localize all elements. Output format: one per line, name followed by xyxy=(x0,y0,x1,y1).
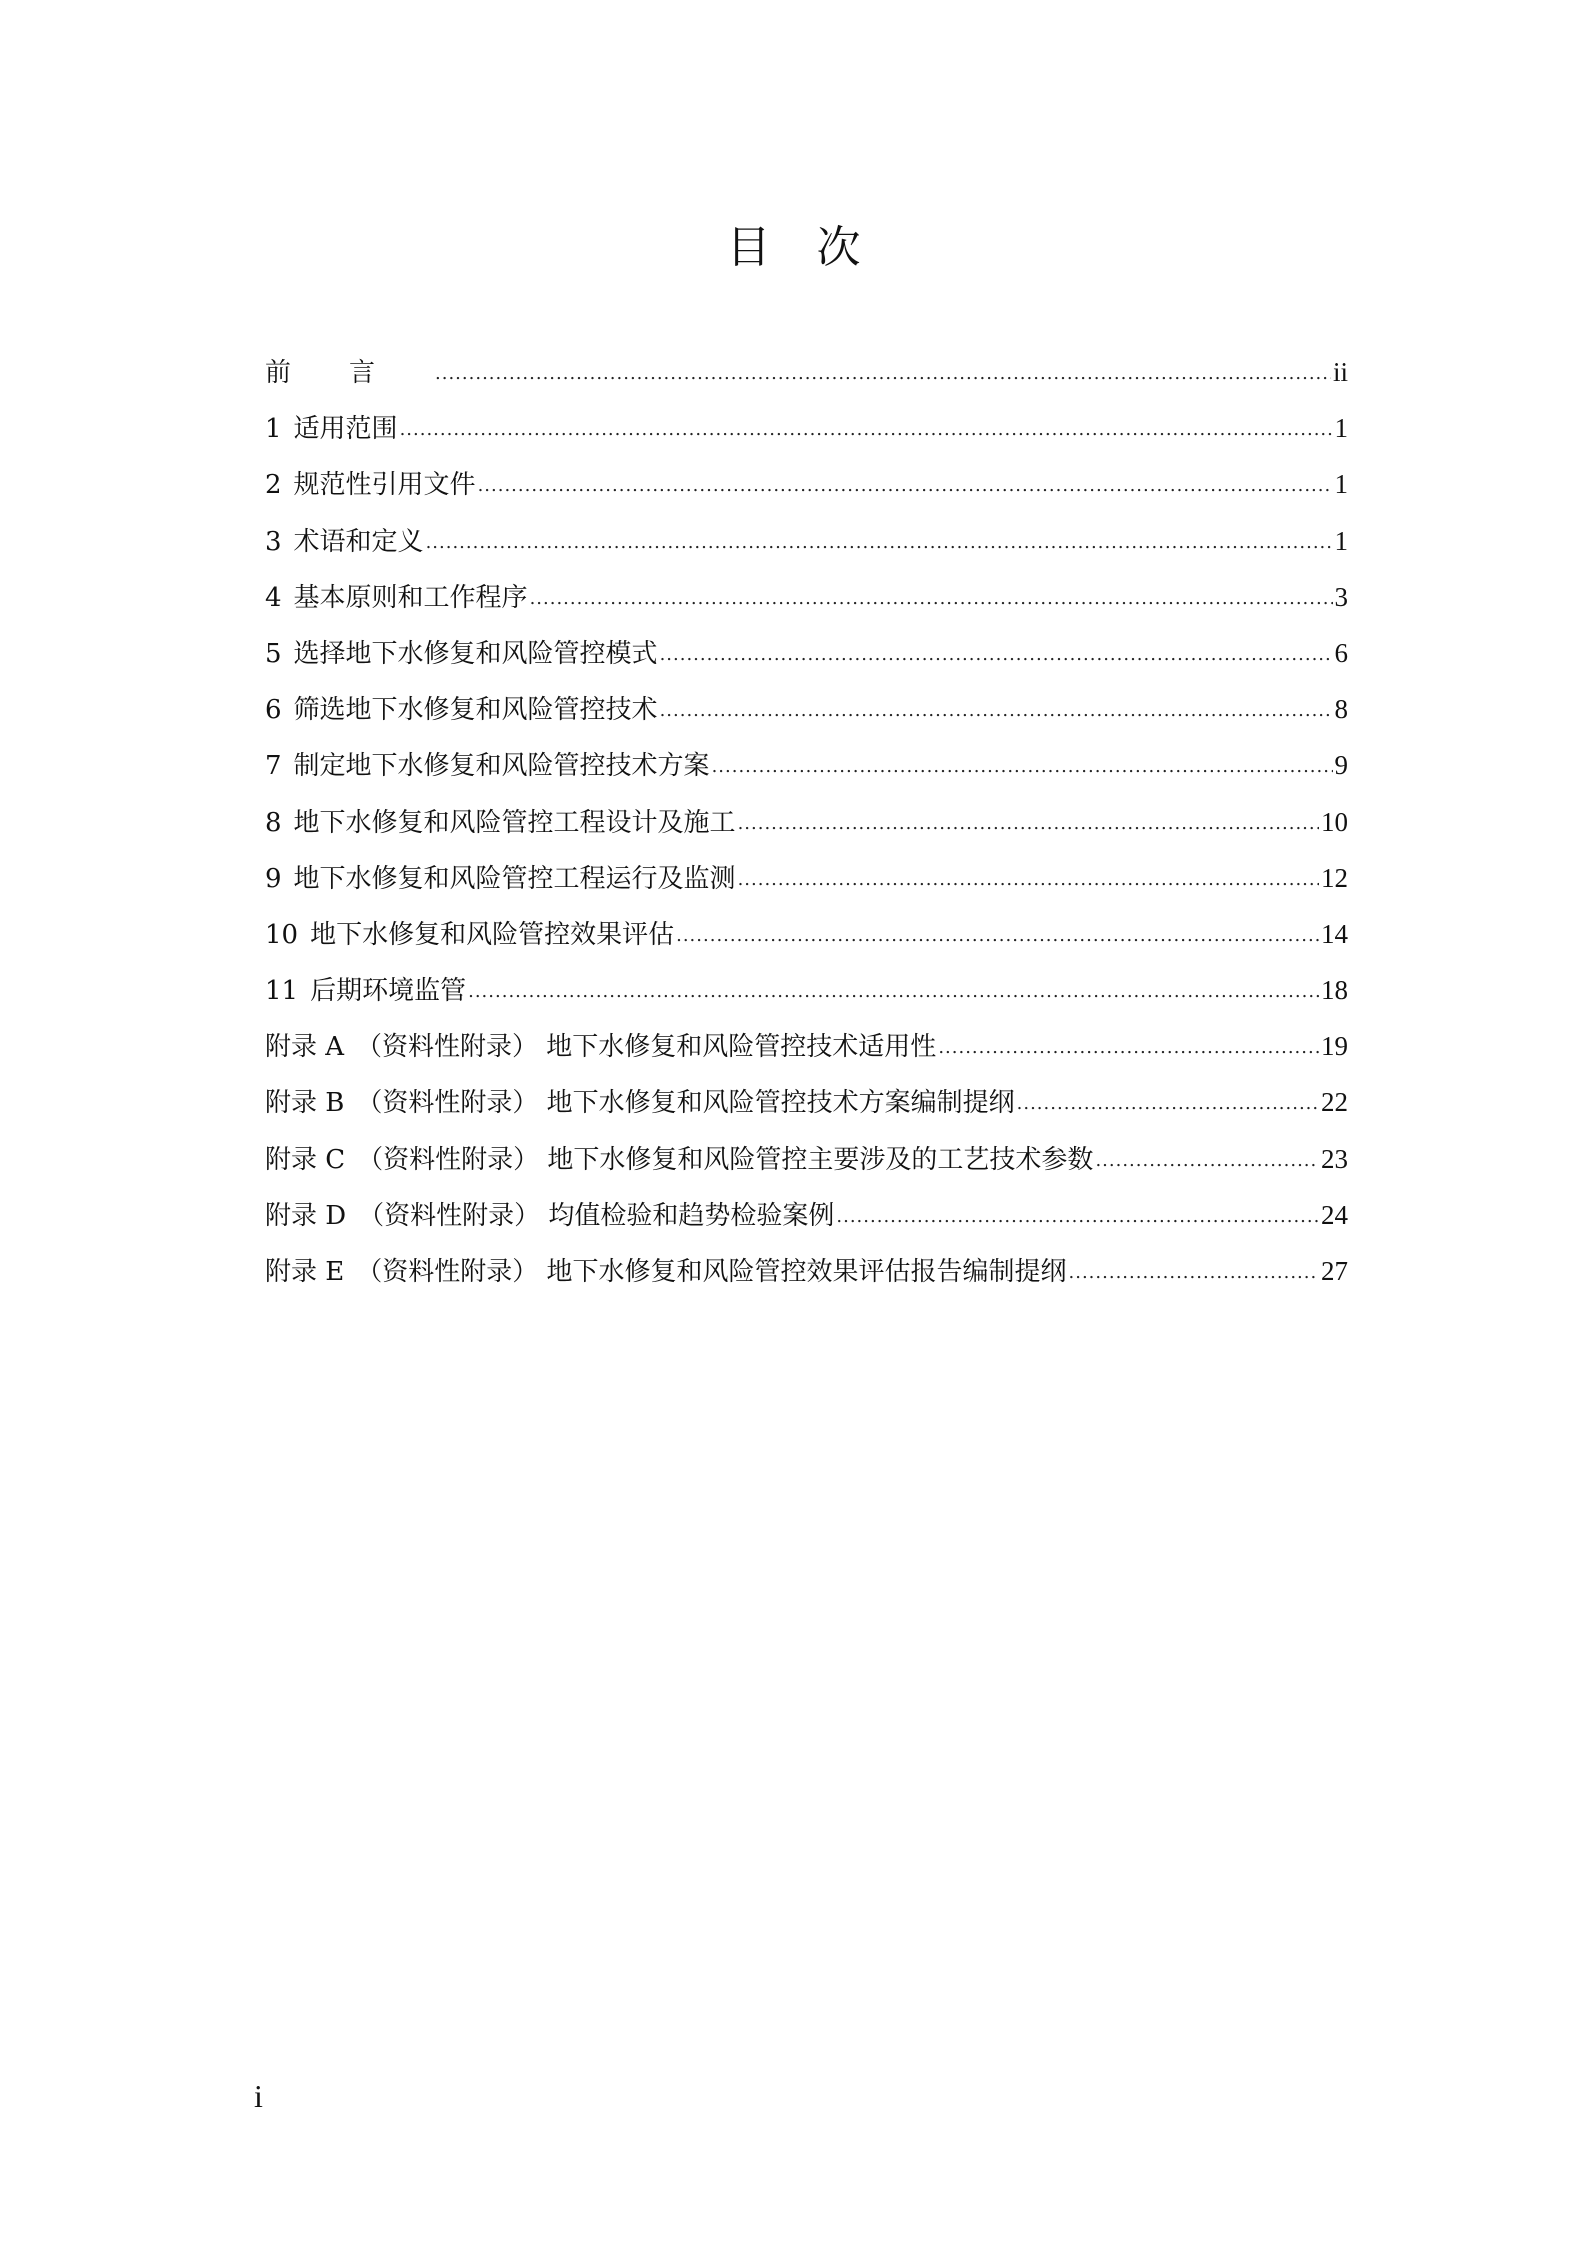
toc-entry-title: 基本原则和工作程序 xyxy=(293,582,528,613)
toc-entry-10[interactable] xyxy=(265,906,1348,962)
toc-entry-2[interactable] xyxy=(265,456,1348,512)
toc-entry-number: 附录 A xyxy=(265,1032,345,1063)
toc-entry-appendix-c[interactable] xyxy=(265,1131,1348,1187)
toc-dot-leader xyxy=(1095,1133,1319,1189)
toc-entry-page: 24 xyxy=(1321,1199,1348,1230)
toc-entry-label xyxy=(265,1244,1067,1300)
toc-entry-title: （资料性附录） 均值检验和趋势检验案例 xyxy=(358,1200,835,1231)
toc-entry-page: 8 xyxy=(1334,694,1348,725)
toc-entry-page: 12 xyxy=(1321,862,1348,893)
toc-entry-page: 18 xyxy=(1321,975,1348,1006)
toc-entry-label xyxy=(265,514,424,570)
toc-entry-title: 选择地下水修复和风险管控模式 xyxy=(293,638,658,669)
toc-dot-leader xyxy=(738,796,1319,852)
toc-entry-label xyxy=(265,1188,834,1244)
toc-entry-label xyxy=(265,345,433,401)
toc-entry-title: （资料性附录） 地下水修复和风险管控主要涉及的工艺技术参数 xyxy=(357,1144,1094,1175)
toc-entry-number: 6 xyxy=(265,695,282,726)
toc-entry-4[interactable] xyxy=(265,569,1348,625)
toc-title-char-1: 目 xyxy=(726,222,771,273)
toc-entry-page: 1 xyxy=(1334,469,1348,500)
toc-entry-appendix-d[interactable] xyxy=(265,1187,1348,1243)
toc-entry-page: 23 xyxy=(1321,1143,1348,1174)
toc-entry-foreword[interactable] xyxy=(265,344,1348,400)
toc-entry-number: 附录 D xyxy=(265,1200,347,1231)
toc-title-char-2: 次 xyxy=(816,222,861,273)
toc-entry-page: 3 xyxy=(1334,581,1348,612)
toc-entry-title: 筛选地下水修复和风险管控技术 xyxy=(293,695,658,726)
toc-entry-page: 6 xyxy=(1334,637,1348,668)
toc-entry-1[interactable] xyxy=(265,400,1348,456)
toc-entry-label xyxy=(265,795,736,851)
toc-dot-leader xyxy=(530,571,1333,627)
toc-entry-page: 1 xyxy=(1334,413,1348,444)
toc-dot-leader xyxy=(676,908,1319,964)
toc-dot-leader xyxy=(468,964,1319,1020)
toc-entry-label xyxy=(265,1132,1093,1188)
toc-entry-page: ii xyxy=(1332,357,1348,387)
page-number: i xyxy=(254,2078,263,2114)
toc-dot-leader xyxy=(1069,1245,1319,1301)
toc-entry-number: 附录 C xyxy=(265,1144,346,1175)
toc-dot-leader xyxy=(400,402,1333,458)
toc-dot-leader xyxy=(938,1020,1319,1076)
toc-title xyxy=(0,218,1587,278)
toc-entry-title: 制定地下水修复和风险管控技术方案 xyxy=(293,751,710,782)
toc-entry-label xyxy=(265,851,736,907)
toc-entry-label xyxy=(265,907,674,963)
toc-dot-leader xyxy=(738,852,1319,908)
toc-entry-number: 10 xyxy=(265,919,299,950)
toc-entry-title: 适用范围 xyxy=(293,414,398,445)
toc-entry-title: 后期环境监管 xyxy=(310,976,467,1007)
toc-list xyxy=(265,344,1348,1299)
toc-entry-page: 19 xyxy=(1321,1031,1348,1062)
toc-dot-leader xyxy=(660,627,1333,683)
toc-entry-number: 3 xyxy=(265,526,282,557)
toc-entry-label xyxy=(265,738,710,794)
toc-entry-title: （资料性附录） 地下水修复和风险管控效果评估报告编制提纲 xyxy=(356,1257,1067,1287)
toc-entry-title: （资料性附录） 地下水修复和风险管控技术适用性 xyxy=(356,1032,937,1063)
toc-entry-page: 22 xyxy=(1321,1087,1348,1118)
toc-dot-leader xyxy=(712,739,1333,795)
toc-entry-title: 地下水修复和风险管控效果评估 xyxy=(310,919,675,950)
toc-entry-3[interactable] xyxy=(265,513,1348,569)
toc-entry-appendix-a[interactable] xyxy=(265,1018,1348,1074)
toc-entry-appendix-e[interactable] xyxy=(265,1243,1348,1299)
toc-entry-label xyxy=(265,626,658,682)
toc-entry-title: 术语和定义 xyxy=(293,526,424,557)
toc-entry-number: 7 xyxy=(265,751,282,782)
toc-entry-8[interactable] xyxy=(265,794,1348,850)
toc-entry-page: 1 xyxy=(1334,525,1348,556)
toc-entry-number: 5 xyxy=(265,638,282,669)
toc-entry-number: 2 xyxy=(265,470,282,501)
toc-entry-number: 1 xyxy=(265,414,282,445)
toc-entry-page: 27 xyxy=(1321,1256,1348,1286)
toc-entry-7[interactable] xyxy=(265,737,1348,793)
toc-dot-leader xyxy=(660,683,1333,739)
toc-entry-label xyxy=(265,570,528,626)
toc-dot-leader xyxy=(426,515,1333,571)
toc-entry-9[interactable] xyxy=(265,850,1348,906)
toc-entry-page: 14 xyxy=(1321,918,1348,949)
toc-entry-label xyxy=(265,401,398,457)
toc-entry-label xyxy=(265,457,476,513)
toc-entry-number: 附录 E xyxy=(265,1257,345,1287)
toc-entry-number: 11 xyxy=(265,976,299,1007)
toc-entry-6[interactable] xyxy=(265,681,1348,737)
toc-entry-number: 9 xyxy=(265,863,282,894)
toc-entry-title: 前言 xyxy=(265,358,434,388)
toc-dot-leader xyxy=(836,1189,1319,1245)
toc-entry-title: （资料性附录） 地下水修复和风险管控技术方案编制提纲 xyxy=(356,1088,1015,1119)
toc-entry-title: 地下水修复和风险管控工程运行及监测 xyxy=(293,863,736,894)
toc-entry-label xyxy=(265,682,658,738)
toc-entry-page: 9 xyxy=(1334,750,1348,781)
toc-entry-number: 4 xyxy=(265,582,282,613)
toc-entry-title: 规范性引用文件 xyxy=(293,470,476,501)
toc-entry-label xyxy=(265,1019,936,1075)
toc-dot-leader xyxy=(478,458,1333,514)
toc-entry-label xyxy=(265,1075,1015,1131)
toc-entry-5[interactable] xyxy=(265,625,1348,681)
toc-entry-11[interactable] xyxy=(265,962,1348,1018)
toc-entry-label xyxy=(265,963,466,1019)
toc-entry-appendix-b[interactable] xyxy=(265,1074,1348,1130)
toc-entry-page: 10 xyxy=(1321,806,1348,837)
toc-dot-leader xyxy=(435,346,1331,402)
toc-entry-title: 地下水修复和风险管控工程设计及施工 xyxy=(293,807,736,838)
toc-entry-number: 附录 B xyxy=(265,1088,345,1119)
toc-entry-number: 8 xyxy=(265,807,282,838)
toc-dot-leader xyxy=(1017,1076,1319,1132)
